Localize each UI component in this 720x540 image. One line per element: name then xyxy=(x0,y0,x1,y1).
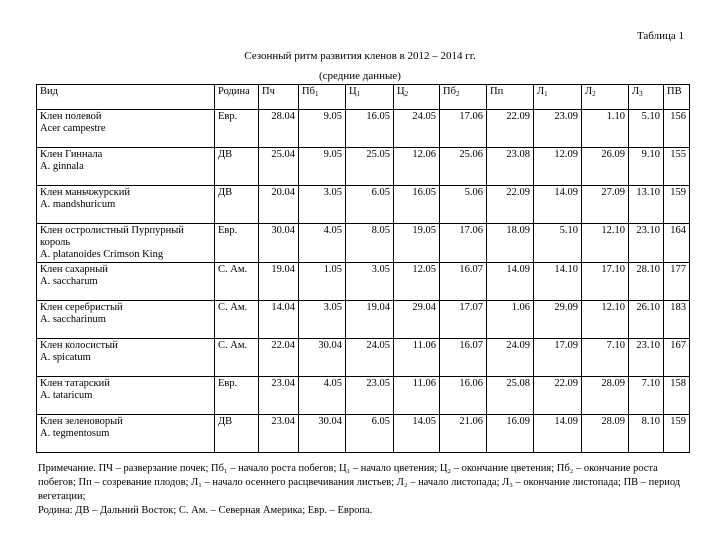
header-label: Пб xyxy=(302,86,315,97)
header-label: Л xyxy=(537,86,545,97)
table-row xyxy=(37,377,690,415)
value-cell: 14.04 xyxy=(259,301,299,339)
species-name-ru: Клен маньчжурский xyxy=(40,187,131,198)
origin-cell: Евр. xyxy=(215,377,259,415)
value-cell: 25.04 xyxy=(259,148,299,186)
value-cell: 22.09 xyxy=(487,110,534,148)
value-cell: 16.06 xyxy=(440,377,487,415)
value-cell: 4.05 xyxy=(299,224,346,263)
value-cell: 28.09 xyxy=(582,415,629,453)
value-cell: 14.10 xyxy=(534,263,582,301)
value-cell: 27.09 xyxy=(582,186,629,224)
value-cell: 4.05 xyxy=(299,377,346,415)
value-cell: 16.09 xyxy=(487,415,534,453)
header-label: Ц xyxy=(349,86,357,97)
header-subscript: 1 xyxy=(356,90,361,98)
value-cell: 6.05 xyxy=(346,186,394,224)
table-row xyxy=(37,110,690,148)
value-cell: 183 xyxy=(664,301,690,339)
header-subscript: 1 xyxy=(314,90,319,98)
table-row xyxy=(37,186,690,224)
origin-cell: С. Ам. xyxy=(215,301,259,339)
value-cell: 12.06 xyxy=(394,148,440,186)
table-note xyxy=(38,462,690,518)
species-name-lat: A. saccharinum xyxy=(40,314,106,325)
value-cell: 30.04 xyxy=(259,224,299,263)
value-cell: 19.04 xyxy=(259,263,299,301)
value-cell: 23.10 xyxy=(629,224,664,263)
value-cell: 3.05 xyxy=(299,301,346,339)
value-cell: 12.10 xyxy=(582,301,629,339)
header-cell xyxy=(440,85,487,110)
value-cell: 164 xyxy=(664,224,690,263)
value-cell: 28.09 xyxy=(582,377,629,415)
species-name-ru: Клен колосистый xyxy=(40,340,118,351)
header-cell xyxy=(582,85,629,110)
value-cell: 14.09 xyxy=(487,263,534,301)
species-name-lat: A. ginnala xyxy=(40,161,84,172)
header-subscript: 2 xyxy=(455,90,460,98)
value-cell: 16.07 xyxy=(440,263,487,301)
header-cell xyxy=(37,85,215,110)
value-cell: 5.10 xyxy=(629,110,664,148)
origin-cell: ДВ xyxy=(215,148,259,186)
species-cell xyxy=(37,110,215,148)
table-row xyxy=(37,224,690,263)
header-subscript: 1 xyxy=(544,90,548,98)
header-label: Пч xyxy=(262,86,275,97)
value-cell: 8.10 xyxy=(629,415,664,453)
species-name-ru: Клен зеленоворый xyxy=(40,416,123,427)
table-row xyxy=(37,148,690,186)
species-cell xyxy=(37,377,215,415)
value-cell: 1.10 xyxy=(582,110,629,148)
note-legend: Примечание. ПЧ – разверзание почек; Пб₁ – начало роста побегов; Ц₁ – начало цветения; Ц₂ – окончание цветения; Пб₂ – окончание роста побегов; Пп – созревание плодов; Л₁ – начало осеннего расцвечивания листьев; Л₂ – начало листопада; Л₃ – окончание листопада; ПВ – период вегетации; xyxy=(38,463,681,502)
value-cell: 3.05 xyxy=(346,263,394,301)
table-caption: Сезонный ритм развития кленов в 2012 – 2014 гг. xyxy=(244,50,476,62)
value-cell: 24.09 xyxy=(487,339,534,377)
species-name-lat: A. tataricum xyxy=(40,390,93,401)
value-cell: 21.06 xyxy=(440,415,487,453)
table-body xyxy=(37,110,690,453)
value-cell: 28.04 xyxy=(259,110,299,148)
header-label: Ц xyxy=(397,86,405,97)
table-row xyxy=(37,415,690,453)
header-cell xyxy=(664,85,690,110)
table-row xyxy=(37,301,690,339)
value-cell: 5.06 xyxy=(440,186,487,224)
species-name-ru: Клен полевой xyxy=(40,111,102,122)
header-cell xyxy=(299,85,346,110)
value-cell: 18.09 xyxy=(487,224,534,263)
value-cell: 23.08 xyxy=(487,148,534,186)
value-cell: 23.09 xyxy=(534,110,582,148)
header-label: ПВ xyxy=(667,86,682,97)
value-cell: 12.09 xyxy=(534,148,582,186)
value-cell: 23.04 xyxy=(259,377,299,415)
species-name-ru: Клен Гиннала xyxy=(40,149,103,160)
value-cell: 7.10 xyxy=(629,377,664,415)
value-cell: 1.05 xyxy=(299,263,346,301)
species-cell xyxy=(37,301,215,339)
header-label: Родина xyxy=(218,86,250,97)
value-cell: 30.04 xyxy=(299,415,346,453)
species-name-lat: A. platanoides Crimson King xyxy=(40,249,164,260)
value-cell: 23.04 xyxy=(259,415,299,453)
header-cell xyxy=(534,85,582,110)
value-cell: 158 xyxy=(664,377,690,415)
species-name-lat: A. spicatum xyxy=(40,352,91,363)
value-cell: 29.04 xyxy=(394,301,440,339)
value-cell: 14.05 xyxy=(394,415,440,453)
value-cell: 19.05 xyxy=(394,224,440,263)
value-cell: 16.07 xyxy=(440,339,487,377)
value-cell: 11.06 xyxy=(394,339,440,377)
value-cell: 25.05 xyxy=(346,148,394,186)
species-cell xyxy=(37,224,215,263)
table-row xyxy=(37,339,690,377)
header-label: Пп xyxy=(490,86,504,97)
species-cell xyxy=(37,263,215,301)
value-cell: 14.09 xyxy=(534,186,582,224)
species-name-ru: Клен татарский xyxy=(40,378,110,389)
value-cell: 28.10 xyxy=(629,263,664,301)
value-cell: 22.09 xyxy=(534,377,582,415)
value-cell: 22.09 xyxy=(487,186,534,224)
value-cell: 1.06 xyxy=(487,301,534,339)
value-cell: 177 xyxy=(664,263,690,301)
value-cell: 14.09 xyxy=(534,415,582,453)
header-cell xyxy=(346,85,394,110)
value-cell: 5.10 xyxy=(534,224,582,263)
value-cell: 25.06 xyxy=(440,148,487,186)
phenology-table xyxy=(36,84,690,453)
value-cell: 13.10 xyxy=(629,186,664,224)
value-cell: 25.08 xyxy=(487,377,534,415)
value-cell: 17.10 xyxy=(582,263,629,301)
header-subscript: 3 xyxy=(639,90,643,98)
header-subscript: 2 xyxy=(404,90,409,98)
value-cell: 23.05 xyxy=(346,377,394,415)
header-row xyxy=(37,85,690,110)
value-cell: 12.05 xyxy=(394,263,440,301)
value-cell: 23.10 xyxy=(629,339,664,377)
origin-cell: Евр. xyxy=(215,110,259,148)
value-cell: 24.05 xyxy=(394,110,440,148)
origin-cell: С. Ам. xyxy=(215,339,259,377)
header-label: Л xyxy=(632,86,640,97)
species-name-ru: Клен остролистный Пурпурный король xyxy=(40,225,184,248)
value-cell: 17.06 xyxy=(440,224,487,263)
header-label: Пб xyxy=(443,86,456,97)
origin-cell: С. Ам. xyxy=(215,263,259,301)
value-cell: 19.04 xyxy=(346,301,394,339)
species-cell xyxy=(37,415,215,453)
value-cell: 11.06 xyxy=(394,377,440,415)
header-cell xyxy=(629,85,664,110)
value-cell: 9.05 xyxy=(299,110,346,148)
header-cell xyxy=(487,85,534,110)
value-cell: 9.05 xyxy=(299,148,346,186)
value-cell: 26.09 xyxy=(582,148,629,186)
origin-cell: ДВ xyxy=(215,186,259,224)
value-cell: 159 xyxy=(664,415,690,453)
value-cell: 156 xyxy=(664,110,690,148)
value-cell: 26.10 xyxy=(629,301,664,339)
value-cell: 17.09 xyxy=(534,339,582,377)
value-cell: 17.07 xyxy=(440,301,487,339)
header-subscript: 2 xyxy=(592,90,596,98)
value-cell: 155 xyxy=(664,148,690,186)
species-name-ru: Клен сахарный xyxy=(40,264,108,275)
value-cell: 9.10 xyxy=(629,148,664,186)
header-label: Л xyxy=(585,86,593,97)
species-cell xyxy=(37,186,215,224)
species-cell xyxy=(37,148,215,186)
header-cell xyxy=(394,85,440,110)
origin-cell: Евр. xyxy=(215,224,259,263)
species-name-lat: A. saccharum xyxy=(40,276,98,287)
header-cell xyxy=(259,85,299,110)
value-cell: 6.05 xyxy=(346,415,394,453)
value-cell: 30.04 xyxy=(299,339,346,377)
value-cell: 3.05 xyxy=(299,186,346,224)
note-origin: Родина: ДВ – Дальний Восток; С. Ам. – Северная Америка; Евр. – Европа. xyxy=(38,505,373,516)
origin-cell: ДВ xyxy=(215,415,259,453)
table-subcaption: (средние данные) xyxy=(319,70,401,82)
value-cell: 167 xyxy=(664,339,690,377)
value-cell: 17.06 xyxy=(440,110,487,148)
value-cell: 29.09 xyxy=(534,301,582,339)
value-cell: 12.10 xyxy=(582,224,629,263)
value-cell: 20.04 xyxy=(259,186,299,224)
table-number: Таблица 1 xyxy=(636,30,684,42)
value-cell: 16.05 xyxy=(346,110,394,148)
species-cell xyxy=(37,339,215,377)
species-name-lat: Acer campestre xyxy=(40,123,106,134)
table-row xyxy=(37,263,690,301)
header-cell xyxy=(215,85,259,110)
value-cell: 22.04 xyxy=(259,339,299,377)
species-name-lat: A. tegmentosum xyxy=(40,428,110,439)
value-cell: 159 xyxy=(664,186,690,224)
header-label: Вид xyxy=(40,86,58,97)
value-cell: 16.05 xyxy=(394,186,440,224)
table-header xyxy=(37,85,690,110)
value-cell: 7.10 xyxy=(582,339,629,377)
species-name-ru: Клен серебристый xyxy=(40,302,123,313)
value-cell: 24.05 xyxy=(346,339,394,377)
value-cell: 8.05 xyxy=(346,224,394,263)
species-name-lat: A. mandshuricum xyxy=(40,199,116,210)
